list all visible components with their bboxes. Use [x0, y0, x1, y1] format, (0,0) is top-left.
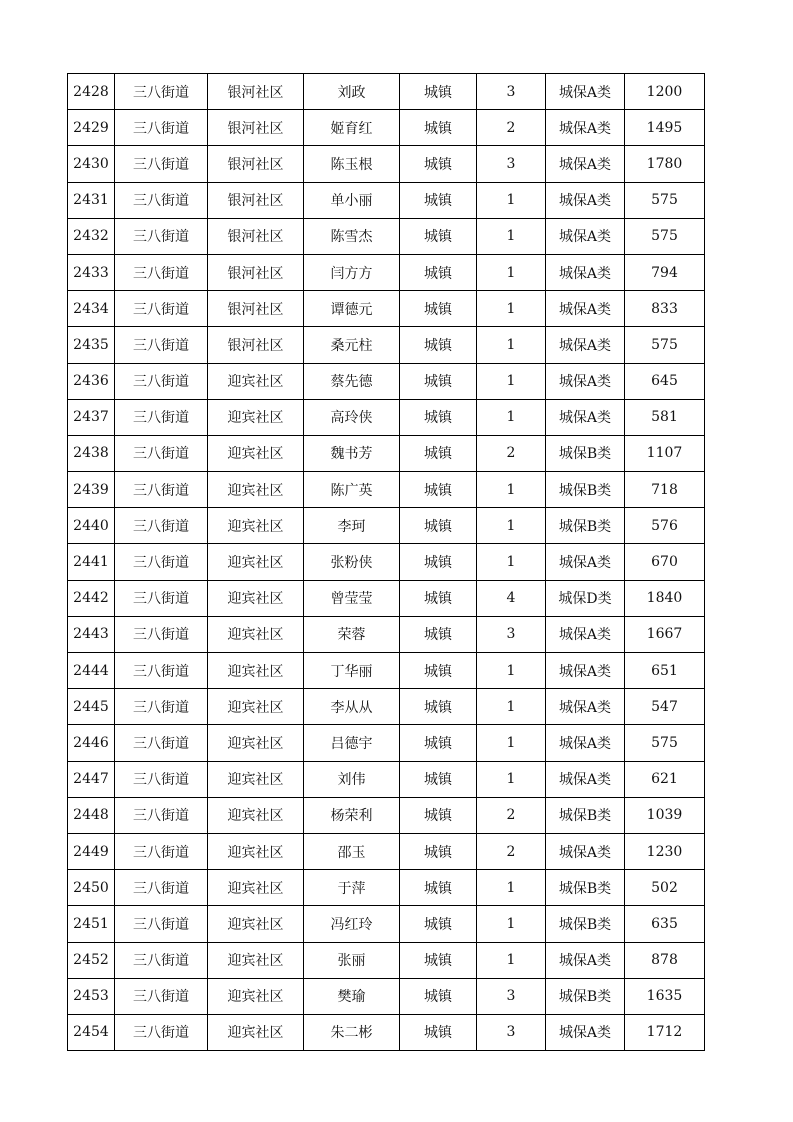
cell-household-count: 1 [477, 942, 546, 978]
cell-street: 三八街道 [115, 74, 208, 110]
cell-amount: 1667 [625, 616, 705, 652]
cell-community: 迎宾社区 [208, 761, 304, 797]
cell-community: 银河社区 [208, 218, 304, 254]
cell-community: 迎宾社区 [208, 725, 304, 761]
cell-household-count: 1 [477, 399, 546, 435]
cell-category: 城保A类 [546, 399, 625, 435]
cell-area-type: 城镇 [400, 146, 477, 182]
cell-serial-number: 2453 [68, 978, 115, 1014]
table-row [68, 435, 705, 471]
cell-name: 陈玉根 [304, 146, 400, 182]
cell-serial-number: 2428 [68, 74, 115, 110]
cell-area-type: 城镇 [400, 254, 477, 290]
table-row [68, 689, 705, 725]
table-row [68, 399, 705, 435]
table-row [68, 833, 705, 869]
cell-area-type: 城镇 [400, 653, 477, 689]
cell-serial-number: 2434 [68, 291, 115, 327]
cell-area-type: 城镇 [400, 182, 477, 218]
cell-name: 刘政 [304, 74, 400, 110]
table-row [68, 725, 705, 761]
cell-street: 三八街道 [115, 978, 208, 1014]
cell-category: 城保A类 [546, 74, 625, 110]
table-row [68, 653, 705, 689]
cell-name: 冯红玲 [304, 906, 400, 942]
cell-amount: 1039 [625, 797, 705, 833]
cell-category: 城保B类 [546, 978, 625, 1014]
cell-serial-number: 2432 [68, 218, 115, 254]
cell-amount: 645 [625, 363, 705, 399]
cell-category: 城保B类 [546, 870, 625, 906]
cell-household-count: 2 [477, 110, 546, 146]
cell-street: 三八街道 [115, 472, 208, 508]
cell-name: 吕德宇 [304, 725, 400, 761]
cell-name: 单小丽 [304, 182, 400, 218]
cell-area-type: 城镇 [400, 689, 477, 725]
table-row [68, 182, 705, 218]
cell-amount: 794 [625, 254, 705, 290]
cell-name: 丁华丽 [304, 653, 400, 689]
cell-amount: 575 [625, 182, 705, 218]
cell-community: 银河社区 [208, 254, 304, 290]
cell-amount: 651 [625, 653, 705, 689]
cell-serial-number: 2440 [68, 508, 115, 544]
cell-serial-number: 2441 [68, 544, 115, 580]
cell-area-type: 城镇 [400, 472, 477, 508]
cell-serial-number: 2430 [68, 146, 115, 182]
cell-serial-number: 2448 [68, 797, 115, 833]
cell-serial-number: 2429 [68, 110, 115, 146]
cell-area-type: 城镇 [400, 74, 477, 110]
cell-name: 杨荣利 [304, 797, 400, 833]
cell-household-count: 4 [477, 580, 546, 616]
cell-street: 三八街道 [115, 725, 208, 761]
cell-amount: 621 [625, 761, 705, 797]
cell-household-count: 3 [477, 74, 546, 110]
cell-community: 迎宾社区 [208, 435, 304, 471]
cell-street: 三八街道 [115, 544, 208, 580]
table-row [68, 544, 705, 580]
table-row [68, 616, 705, 652]
table-row [68, 870, 705, 906]
cell-area-type: 城镇 [400, 725, 477, 761]
cell-area-type: 城镇 [400, 1014, 477, 1050]
table-row [68, 906, 705, 942]
cell-area-type: 城镇 [400, 218, 477, 254]
cell-category: 城保A类 [546, 291, 625, 327]
cell-serial-number: 2437 [68, 399, 115, 435]
cell-street: 三八街道 [115, 435, 208, 471]
cell-street: 三八街道 [115, 833, 208, 869]
cell-amount: 1780 [625, 146, 705, 182]
cell-street: 三八街道 [115, 906, 208, 942]
cell-area-type: 城镇 [400, 870, 477, 906]
cell-serial-number: 2444 [68, 653, 115, 689]
cell-amount: 502 [625, 870, 705, 906]
cell-name: 高玲侠 [304, 399, 400, 435]
cell-household-count: 1 [477, 761, 546, 797]
cell-category: 城保B类 [546, 472, 625, 508]
cell-area-type: 城镇 [400, 616, 477, 652]
cell-area-type: 城镇 [400, 363, 477, 399]
cell-household-count: 3 [477, 146, 546, 182]
cell-name: 李从从 [304, 689, 400, 725]
cell-community: 迎宾社区 [208, 1014, 304, 1050]
cell-community: 迎宾社区 [208, 870, 304, 906]
roster-body [68, 74, 705, 1051]
cell-category: 城保A类 [546, 616, 625, 652]
cell-area-type: 城镇 [400, 906, 477, 942]
cell-category: 城保A类 [546, 833, 625, 869]
cell-community: 迎宾社区 [208, 616, 304, 652]
table-row [68, 74, 705, 110]
cell-area-type: 城镇 [400, 291, 477, 327]
cell-category: 城保A类 [546, 327, 625, 363]
cell-community: 迎宾社区 [208, 689, 304, 725]
cell-category: 城保A类 [546, 725, 625, 761]
table-row [68, 508, 705, 544]
cell-amount: 718 [625, 472, 705, 508]
cell-amount: 878 [625, 942, 705, 978]
cell-household-count: 3 [477, 978, 546, 1014]
cell-street: 三八街道 [115, 1014, 208, 1050]
cell-name: 张丽 [304, 942, 400, 978]
cell-community: 银河社区 [208, 291, 304, 327]
cell-household-count: 2 [477, 797, 546, 833]
cell-household-count: 1 [477, 653, 546, 689]
cell-amount: 576 [625, 508, 705, 544]
table-row [68, 472, 705, 508]
cell-community: 银河社区 [208, 182, 304, 218]
cell-household-count: 1 [477, 544, 546, 580]
cell-category: 城保A类 [546, 761, 625, 797]
cell-name: 邵玉 [304, 833, 400, 869]
cell-name: 樊瑜 [304, 978, 400, 1014]
cell-area-type: 城镇 [400, 833, 477, 869]
cell-area-type: 城镇 [400, 508, 477, 544]
cell-community: 迎宾社区 [208, 544, 304, 580]
cell-serial-number: 2442 [68, 580, 115, 616]
cell-amount: 1635 [625, 978, 705, 1014]
cell-household-count: 3 [477, 1014, 546, 1050]
cell-name: 蔡先德 [304, 363, 400, 399]
cell-amount: 1230 [625, 833, 705, 869]
roster-table [67, 73, 705, 1051]
cell-category: 城保A类 [546, 110, 625, 146]
cell-street: 三八街道 [115, 616, 208, 652]
cell-community: 迎宾社区 [208, 797, 304, 833]
cell-serial-number: 2451 [68, 906, 115, 942]
table-row [68, 254, 705, 290]
cell-serial-number: 2454 [68, 1014, 115, 1050]
cell-household-count: 2 [477, 435, 546, 471]
cell-serial-number: 2445 [68, 689, 115, 725]
cell-name: 于萍 [304, 870, 400, 906]
cell-household-count: 2 [477, 833, 546, 869]
cell-household-count: 1 [477, 472, 546, 508]
cell-category: 城保A类 [546, 182, 625, 218]
cell-area-type: 城镇 [400, 942, 477, 978]
cell-serial-number: 2446 [68, 725, 115, 761]
cell-serial-number: 2452 [68, 942, 115, 978]
cell-serial-number: 2431 [68, 182, 115, 218]
cell-household-count: 1 [477, 870, 546, 906]
cell-community: 迎宾社区 [208, 833, 304, 869]
cell-household-count: 1 [477, 508, 546, 544]
cell-name: 荣蓉 [304, 616, 400, 652]
cell-serial-number: 2450 [68, 870, 115, 906]
cell-serial-number: 2436 [68, 363, 115, 399]
cell-street: 三八街道 [115, 580, 208, 616]
cell-name: 闫方方 [304, 254, 400, 290]
cell-community: 迎宾社区 [208, 653, 304, 689]
cell-category: 城保A类 [546, 146, 625, 182]
cell-household-count: 1 [477, 254, 546, 290]
cell-category: 城保B类 [546, 435, 625, 471]
cell-household-count: 1 [477, 725, 546, 761]
cell-household-count: 1 [477, 291, 546, 327]
cell-household-count: 1 [477, 906, 546, 942]
cell-street: 三八街道 [115, 942, 208, 978]
table-row [68, 761, 705, 797]
cell-area-type: 城镇 [400, 399, 477, 435]
cell-category: 城保B类 [546, 797, 625, 833]
table-row [68, 942, 705, 978]
cell-category: 城保A类 [546, 653, 625, 689]
cell-amount: 635 [625, 906, 705, 942]
cell-area-type: 城镇 [400, 797, 477, 833]
cell-street: 三八街道 [115, 291, 208, 327]
table-row [68, 580, 705, 616]
cell-household-count: 1 [477, 689, 546, 725]
cell-area-type: 城镇 [400, 978, 477, 1014]
cell-street: 三八街道 [115, 797, 208, 833]
cell-street: 三八街道 [115, 110, 208, 146]
cell-serial-number: 2439 [68, 472, 115, 508]
table-row [68, 110, 705, 146]
cell-street: 三八街道 [115, 146, 208, 182]
cell-serial-number: 2438 [68, 435, 115, 471]
cell-community: 迎宾社区 [208, 472, 304, 508]
cell-street: 三八街道 [115, 327, 208, 363]
cell-community: 银河社区 [208, 110, 304, 146]
cell-serial-number: 2447 [68, 761, 115, 797]
cell-amount: 670 [625, 544, 705, 580]
cell-street: 三八街道 [115, 182, 208, 218]
cell-street: 三八街道 [115, 653, 208, 689]
cell-category: 城保A类 [546, 1014, 625, 1050]
cell-community: 迎宾社区 [208, 906, 304, 942]
cell-street: 三八街道 [115, 870, 208, 906]
cell-name: 李珂 [304, 508, 400, 544]
cell-name: 姬育红 [304, 110, 400, 146]
cell-household-count: 1 [477, 327, 546, 363]
cell-amount: 1840 [625, 580, 705, 616]
cell-category: 城保A类 [546, 942, 625, 978]
cell-name: 曾莹莹 [304, 580, 400, 616]
cell-area-type: 城镇 [400, 327, 477, 363]
cell-street: 三八街道 [115, 218, 208, 254]
cell-community: 银河社区 [208, 74, 304, 110]
table-row [68, 146, 705, 182]
cell-amount: 1107 [625, 435, 705, 471]
cell-community: 银河社区 [208, 146, 304, 182]
cell-street: 三八街道 [115, 508, 208, 544]
cell-household-count: 1 [477, 218, 546, 254]
cell-community: 迎宾社区 [208, 363, 304, 399]
cell-amount: 1495 [625, 110, 705, 146]
cell-category: 城保D类 [546, 580, 625, 616]
cell-area-type: 城镇 [400, 435, 477, 471]
table-row [68, 1014, 705, 1050]
cell-community: 迎宾社区 [208, 942, 304, 978]
table-row [68, 363, 705, 399]
cell-amount: 575 [625, 218, 705, 254]
cell-name: 朱二彬 [304, 1014, 400, 1050]
cell-area-type: 城镇 [400, 761, 477, 797]
cell-area-type: 城镇 [400, 544, 477, 580]
cell-name: 张粉侠 [304, 544, 400, 580]
cell-category: 城保A类 [546, 689, 625, 725]
cell-community: 迎宾社区 [208, 978, 304, 1014]
cell-amount: 833 [625, 291, 705, 327]
table-row [68, 978, 705, 1014]
table-row [68, 797, 705, 833]
cell-household-count: 3 [477, 616, 546, 652]
cell-street: 三八街道 [115, 761, 208, 797]
cell-household-count: 1 [477, 363, 546, 399]
cell-category: 城保A类 [546, 254, 625, 290]
table-row [68, 218, 705, 254]
table-row [68, 291, 705, 327]
cell-street: 三八街道 [115, 254, 208, 290]
cell-amount: 581 [625, 399, 705, 435]
cell-area-type: 城镇 [400, 580, 477, 616]
cell-category: 城保B类 [546, 508, 625, 544]
cell-amount: 575 [625, 725, 705, 761]
cell-serial-number: 2443 [68, 616, 115, 652]
cell-serial-number: 2449 [68, 833, 115, 869]
cell-amount: 1200 [625, 74, 705, 110]
cell-amount: 547 [625, 689, 705, 725]
cell-amount: 1712 [625, 1014, 705, 1050]
cell-category: 城保A类 [546, 218, 625, 254]
cell-household-count: 1 [477, 182, 546, 218]
cell-name: 魏书芳 [304, 435, 400, 471]
cell-name: 陈广英 [304, 472, 400, 508]
cell-community: 迎宾社区 [208, 508, 304, 544]
cell-category: 城保A类 [546, 544, 625, 580]
cell-serial-number: 2435 [68, 327, 115, 363]
cell-community: 迎宾社区 [208, 580, 304, 616]
cell-name: 谭德元 [304, 291, 400, 327]
cell-serial-number: 2433 [68, 254, 115, 290]
cell-category: 城保A类 [546, 363, 625, 399]
cell-category: 城保B类 [546, 906, 625, 942]
cell-street: 三八街道 [115, 399, 208, 435]
cell-name: 桑元柱 [304, 327, 400, 363]
cell-street: 三八街道 [115, 363, 208, 399]
cell-name: 刘伟 [304, 761, 400, 797]
table-row [68, 327, 705, 363]
cell-street: 三八街道 [115, 689, 208, 725]
cell-amount: 575 [625, 327, 705, 363]
cell-community: 银河社区 [208, 327, 304, 363]
cell-name: 陈雪杰 [304, 218, 400, 254]
cell-area-type: 城镇 [400, 110, 477, 146]
cell-community: 迎宾社区 [208, 399, 304, 435]
